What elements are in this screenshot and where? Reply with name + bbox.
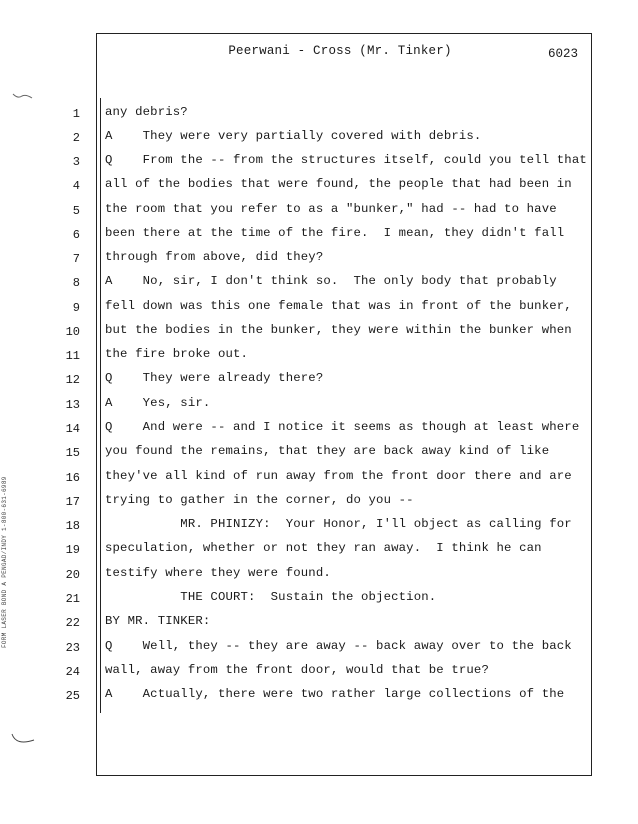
line-number: 20 bbox=[65, 568, 80, 582]
line-text: THE COURT: Sustain the objection. bbox=[105, 590, 437, 604]
line-number: 9 bbox=[72, 301, 80, 315]
line-text: you found the remains, that they are back away kind of like bbox=[105, 444, 550, 458]
line-text: speculation, whether or not they ran away. I think he can bbox=[105, 541, 542, 555]
line-number: 17 bbox=[65, 495, 80, 509]
page-header-title: Peerwani - Cross (Mr. Tinker) bbox=[228, 44, 452, 58]
line-number: 1 bbox=[72, 107, 80, 121]
line-text: A No, sir, I don't think so. The only body that probably bbox=[105, 274, 557, 288]
line-number: 5 bbox=[72, 204, 80, 218]
line-number: 11 bbox=[65, 349, 80, 363]
side-margin-text: FORM LASER BOND A PENGAD/INDY 1-800-631-6989 bbox=[1, 476, 8, 648]
line-number: 25 bbox=[65, 689, 80, 703]
line-text: Q And were -- and I notice it seems as though at least where bbox=[105, 420, 580, 434]
page-number: 6023 bbox=[548, 47, 579, 61]
line-number: 22 bbox=[65, 616, 80, 630]
line-text: wall, away from the front door, would that be true? bbox=[105, 663, 489, 677]
line-number: 4 bbox=[72, 179, 80, 193]
line-text: MR. PHINIZY: Your Honor, I'll object as calling for bbox=[105, 517, 572, 531]
line-number: 24 bbox=[65, 665, 80, 679]
line-text: but the bodies in the bunker, they were within the bunker when bbox=[105, 323, 572, 337]
scan-mark-top bbox=[12, 90, 34, 106]
line-text: they've all kind of run away from the front door there and are bbox=[105, 469, 572, 483]
margin-rule bbox=[100, 98, 101, 713]
line-text: A Actually, there were two rather large collections of the bbox=[105, 687, 565, 701]
line-number: 19 bbox=[65, 543, 80, 557]
line-text: been there at the time of the fire. I mean, they didn't fall bbox=[105, 226, 565, 240]
line-text: Q From the -- from the structures itself, could you tell that bbox=[105, 153, 587, 167]
line-number: 15 bbox=[65, 446, 80, 460]
line-text: A Yes, sir. bbox=[105, 396, 211, 410]
line-number: 13 bbox=[65, 398, 80, 412]
line-text: any debris? bbox=[105, 105, 188, 119]
line-text: the fire broke out. bbox=[105, 347, 249, 361]
line-number: 8 bbox=[72, 276, 80, 290]
line-text: Q They were already there? bbox=[105, 371, 324, 385]
scan-mark-bottom bbox=[10, 730, 36, 750]
line-number: 3 bbox=[72, 155, 80, 169]
line-number: 12 bbox=[65, 373, 80, 387]
line-number: 6 bbox=[72, 228, 80, 242]
line-text: trying to gather in the corner, do you -- bbox=[105, 493, 414, 507]
line-number: 21 bbox=[65, 592, 80, 606]
line-text: fell down was this one female that was in front of the bunker, bbox=[105, 299, 572, 313]
line-number: 14 bbox=[65, 422, 80, 436]
line-number: 23 bbox=[65, 641, 80, 655]
line-text: the room that you refer to as a "bunker," had -- had to have bbox=[105, 202, 557, 216]
line-text: through from above, did they? bbox=[105, 250, 324, 264]
line-number: 18 bbox=[65, 519, 80, 533]
line-number: 16 bbox=[65, 471, 80, 485]
line-text: Q Well, they -- they are away -- back away over to the back bbox=[105, 639, 572, 653]
line-number: 7 bbox=[72, 252, 80, 266]
line-text: A They were very partially covered with debris. bbox=[105, 129, 482, 143]
line-number: 2 bbox=[72, 131, 80, 145]
line-text: all of the bodies that were found, the people that had been in bbox=[105, 177, 572, 191]
line-text: testify where they were found. bbox=[105, 566, 331, 580]
line-text: BY MR. TINKER: bbox=[105, 614, 211, 628]
line-number: 10 bbox=[65, 325, 80, 339]
